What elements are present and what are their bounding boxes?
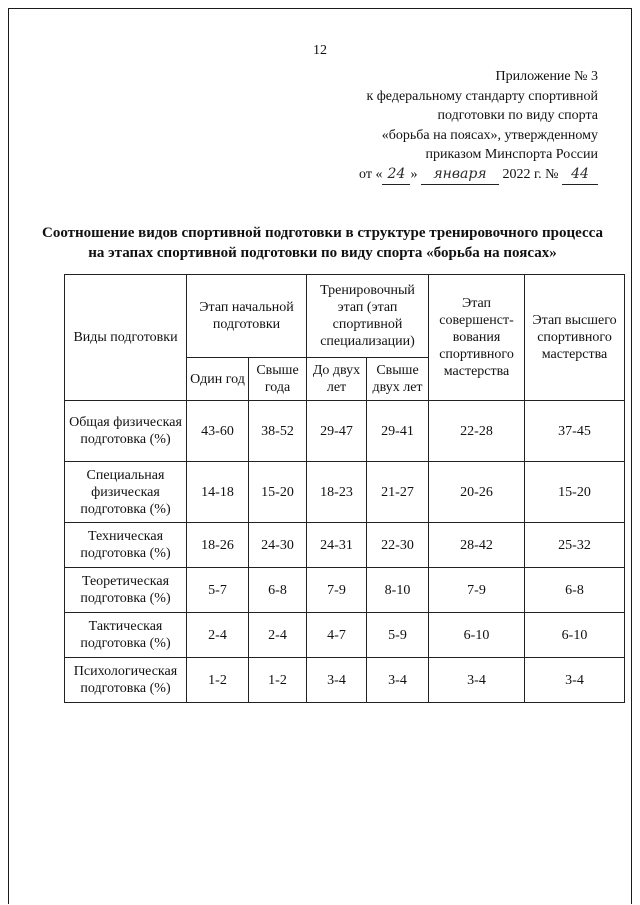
- header-stage-initial: Этап начальной подготовки: [187, 275, 307, 358]
- row-label: Техническая подготовка (%): [65, 523, 187, 568]
- appendix-line: приказом Минспорта России: [425, 147, 598, 162]
- table-row: [65, 658, 625, 703]
- cell-value: 6-8: [525, 568, 625, 613]
- cell-value: 24-31: [307, 523, 367, 568]
- appendix-line: подготовки по виду спорта: [437, 108, 598, 123]
- row-label: Общая физическая подготовка (%): [65, 401, 187, 462]
- cell-value: 1-2: [249, 658, 307, 703]
- table-row: [65, 401, 625, 462]
- cell-value: 24-30: [249, 523, 307, 568]
- row-label: Специальная физическая подготовка (%): [65, 462, 187, 523]
- cell-value: 28-42: [429, 523, 525, 568]
- table-row: [65, 462, 625, 523]
- row-label: Теоретическая подготовка (%): [65, 568, 187, 613]
- order-year: 2022 г. №: [498, 166, 562, 182]
- cell-value: 15-20: [249, 462, 307, 523]
- cell-value: 37-45: [525, 401, 625, 462]
- subheader-over-two-years: Свыше двух лет: [367, 358, 429, 401]
- cell-value: 20-26: [429, 462, 525, 523]
- cell-value: 1-2: [187, 658, 249, 703]
- order-number-handwritten: 44: [562, 165, 598, 186]
- row-label: Психологическая подготовка (%): [65, 658, 187, 703]
- cell-value: 7-9: [307, 568, 367, 613]
- cell-value: 18-23: [307, 462, 367, 523]
- cell-value: 15-20: [525, 462, 625, 523]
- document-title: Соотношение видов спортивной подготовки в структуре тренировочного процесса на этапах спортивной подготовки по виду спорта «борьба на поясах»: [42, 225, 603, 261]
- header-stage-highest: Этап высшего спортивного мастерства: [525, 275, 625, 401]
- cell-value: 29-47: [307, 401, 367, 462]
- header-kinds: Виды подготовки: [65, 275, 187, 401]
- table-row: [65, 568, 625, 613]
- subheader-one-year: Один год: [187, 358, 249, 401]
- cell-value: 3-4: [429, 658, 525, 703]
- cell-value: 2-4: [187, 613, 249, 658]
- header-stage-training: Тренировочный этап (этап спортивной специализации): [307, 275, 429, 358]
- header-stage-improvement: Этап совершенст-вования спортивного мастерства: [429, 275, 525, 401]
- cell-value: 3-4: [367, 658, 429, 703]
- cell-value: 18-26: [187, 523, 249, 568]
- appendix-line: к федеральному стандарту спортивной: [366, 88, 598, 104]
- cell-value: 8-10: [367, 568, 429, 613]
- order-mid: »: [410, 166, 421, 182]
- cell-value: 5-7: [187, 568, 249, 613]
- page-number: 12: [313, 43, 327, 58]
- row-label: Тактическая подготовка (%): [65, 613, 187, 658]
- cell-value: 3-4: [307, 658, 367, 703]
- appendix-header: [330, 67, 598, 185]
- cell-value: 22-30: [367, 523, 429, 568]
- appendix-line: Приложение № 3: [495, 69, 598, 84]
- table-row: [65, 613, 625, 658]
- cell-value: 25-32: [525, 523, 625, 568]
- order-prefix: от «: [359, 166, 383, 182]
- cell-value: 5-9: [367, 613, 429, 658]
- cell-value: 21-27: [367, 462, 429, 523]
- order-month-handwritten: января: [421, 165, 499, 186]
- order-line: [330, 165, 598, 186]
- cell-value: 6-8: [249, 568, 307, 613]
- cell-value: 7-9: [429, 568, 525, 613]
- cell-value: 22-28: [429, 401, 525, 462]
- appendix-line: «борьба на поясах», утвержденному: [381, 127, 598, 143]
- table-header-row: [65, 275, 625, 358]
- subheader-over-year: Свыше года: [249, 358, 307, 401]
- cell-value: 2-4: [249, 613, 307, 658]
- cell-value: 6-10: [525, 613, 625, 658]
- order-day-handwritten: 24: [382, 165, 410, 186]
- table-row: [65, 523, 625, 568]
- cell-value: 38-52: [249, 401, 307, 462]
- cell-value: 43-60: [187, 401, 249, 462]
- cell-value: 3-4: [525, 658, 625, 703]
- cell-value: 14-18: [187, 462, 249, 523]
- cell-value: 4-7: [307, 613, 367, 658]
- subheader-up-to-two-years: До двух лет: [307, 358, 367, 401]
- cell-value: 29-41: [367, 401, 429, 462]
- training-ratio-table: [64, 274, 625, 703]
- cell-value: 6-10: [429, 613, 525, 658]
